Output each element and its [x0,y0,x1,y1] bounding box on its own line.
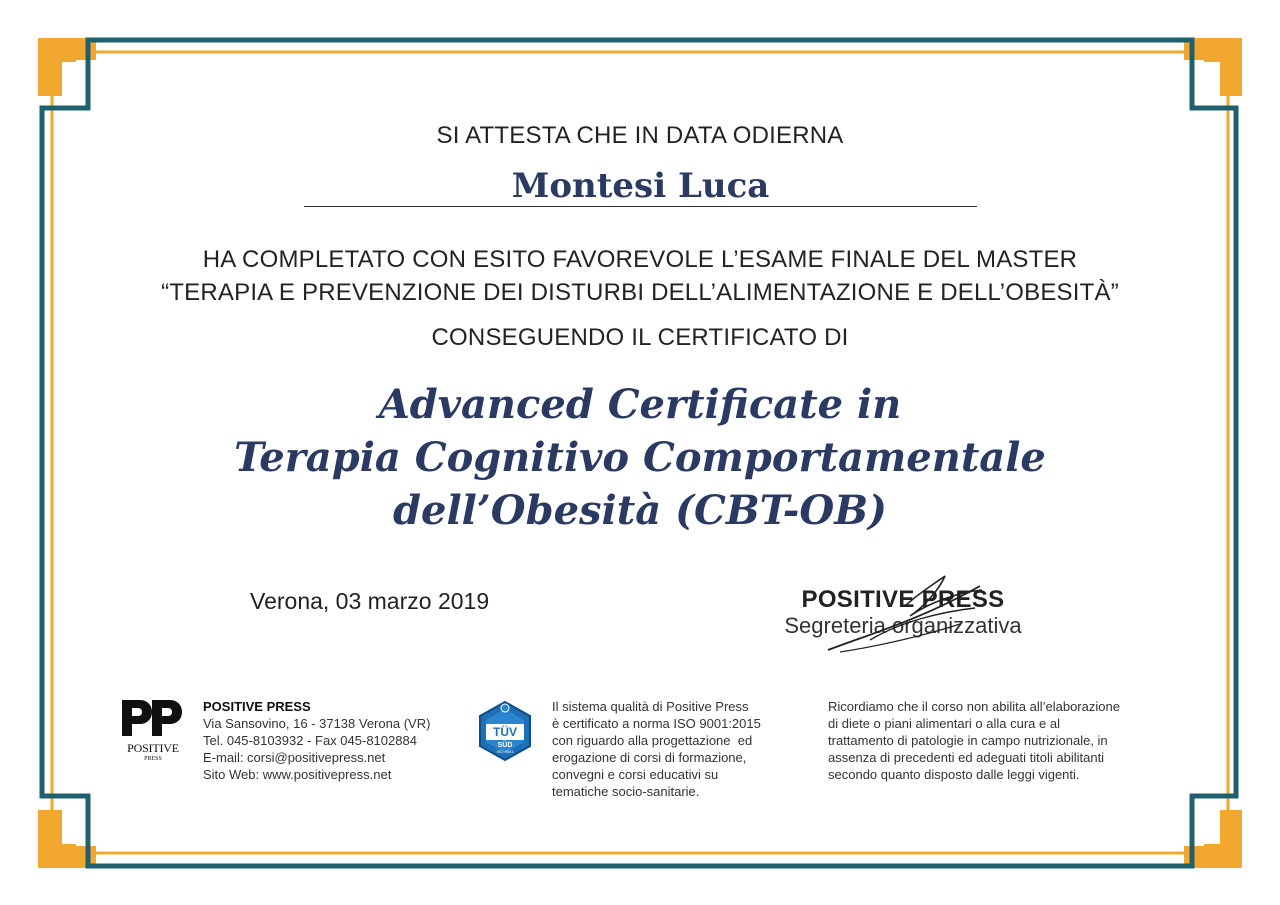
tuv-text: TÜV [493,725,517,739]
certificate-title-line: Terapia Cognitivo Comportamentale [234,434,1046,481]
address-line: Via Sansovino, 16 - 37138 Verona (VR) [203,716,431,731]
certificate-title [0,378,1280,537]
certificate-intro-line: CONSEGUENDO IL CERTIFICATO DI [431,324,849,351]
signature-role: Segreteria organizzativa [784,613,1022,638]
tuv-sub: SÜD [497,742,513,749]
disclaimer-line: di diete o piani alimentari o alla cura e al [828,716,1060,731]
certificate-title-line: Advanced Certificate in [378,381,902,428]
completion-line: HA COMPLETATO CON ESITO FAVOREVOLE L’ESAME FINALE DEL MASTER [202,246,1078,273]
email-line: E-mail: corsi@positivepress.net [203,750,386,765]
disclaimer-line: assenza di precedenti ed adeguati titoli abilitanti [828,750,1105,765]
master-title-line: “TERAPIA E PREVENZIONE DEI DISTURBI DELL’ALIMENTAZIONE E DELL’OBESITÀ” [161,279,1119,306]
tuv-sud-cert-icon [474,700,536,762]
certificate-title-line: dell’Obesità (CBT-OB) [393,487,887,534]
quality-note-line: con riguardo alla progettazione ed [552,733,753,748]
handwritten-signature [810,572,1010,662]
disclaimer-note [828,698,1158,783]
signature-org: POSITIVE PRESS [801,586,1005,613]
positive-press-logo-icon [118,698,188,738]
quality-note-line: tematiche socio-sanitarie. [552,784,700,799]
website-line: Sito Web: www.positivepress.net [203,767,392,782]
disclaimer-line: trattamento di patologie in campo nutrizionale, in [828,733,1108,748]
company-address [203,698,430,783]
logo-sub: PRESS [144,756,162,762]
logo-word: POSITIVE [127,741,179,755]
positive-press-logo [118,698,188,762]
phone-line: Tel. 045-8103932 - Fax 045-8102884 [203,733,417,748]
quality-note-line: Il sistema qualità di Positive Press [552,699,749,714]
place-date: Verona, 03 marzo 2019 [250,588,490,614]
quality-note [552,698,802,800]
tuv-small: ISO 9001 [496,749,514,754]
quality-note-line: convegni e corsi educativi su [552,767,719,782]
quality-note-line: erogazione di corsi di formazione, [552,750,747,765]
attest-line: SI ATTESTA CHE IN DATA ODIERNA [436,122,844,149]
recipient-name: Montesi Luca [304,166,977,207]
company-name: POSITIVE PRESS [203,699,311,714]
disclaimer-line: secondo quanto disposto dalle leggi vigenti. [828,767,1080,782]
quality-note-line: è certificato a norma ISO 9001:2015 [552,716,761,731]
disclaimer-line: Ricordiamo che il corso non abilita all’elaborazione [828,699,1120,714]
